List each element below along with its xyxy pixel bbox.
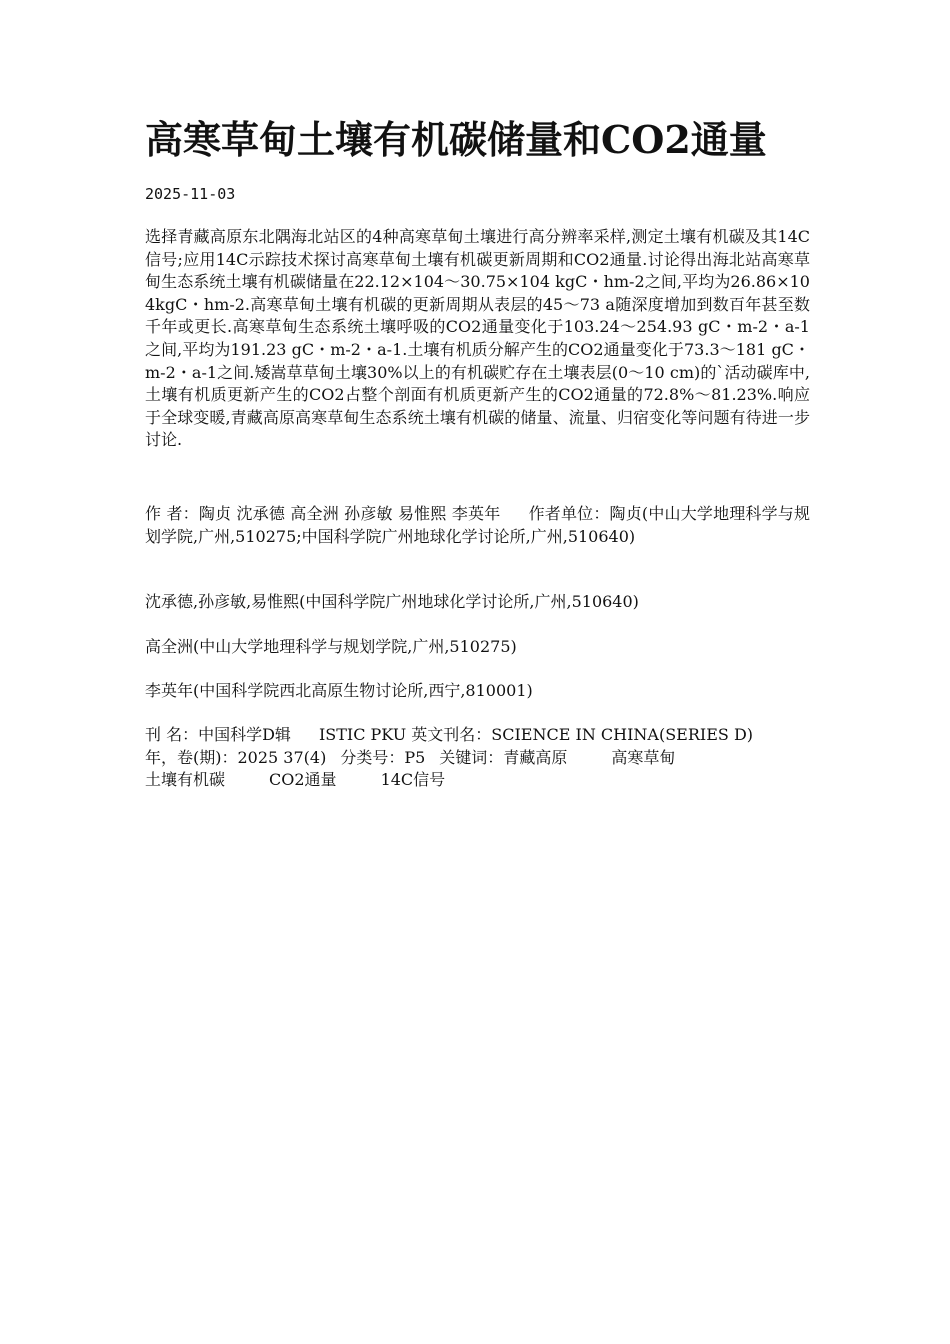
affiliation-item: 高全洲(中山大学地理科学与规划学院,广州,510275)	[145, 637, 517, 656]
keyword: 土壤有机碳	[145, 770, 226, 790]
author-names: 陶贞 沈承德 高全洲 孙彦敏 易惟熙 李英年	[198, 504, 501, 523]
document-title: 高寒草甸土壤有机碳储量和CO2通量	[145, 117, 767, 162]
journal-label: 刊 名：	[145, 725, 199, 744]
year-volume-value: 2025 37(4)	[237, 747, 327, 767]
english-journal-label: 英文刊名：	[411, 725, 492, 744]
keywords-label: 关键词：	[439, 747, 504, 767]
abstract-paragraph: 选择青藏高原东北隅海北站区的4种高寒草甸土壤进行高分辨率采样,测定土壤有机碳及其14C信号;应用14C示踪技术探讨高寒草甸土壤有机碳更新周期和CO2通量.讨论得出海北站高寒草甸生态系统土壤有机碳储量在22.12×104～30.75×104 kgC・hm-2之间,平均为26.86×104kgC・hm-2.高寒草甸土壤有机碳的更新周期从表层的45～73 a随深度增加到数百年甚至数千年或更长.高寒草甸生态系统土壤呼吸的CO2通量变化于103.24～254.93 gC・m-2・a-1之间,平均为191.23 gC・m-2・a-1.土壤有机质分解产生的CO2通量变化于73.3～181 gC・m-2・a-1之间.矮嵩草草甸土壤30%以上的有机碳贮存在土壤表层(0～10 cm)的`活动碳库中,土壤有机质更新产生的CO2占整个剖面有机质更新产生的CO2通量的72.8%～81.23%.响应于全球变暖,青藏高原高寒草甸生态系统土壤有机碳的储量、流量、归宿变化等问题有待进一步讨论.	[145, 227, 810, 450]
classification-value: P5	[404, 747, 426, 767]
classification-label: 分类号：	[340, 747, 405, 767]
publish-date: 2025-11-03	[145, 185, 236, 203]
affiliation-item: 沈承德,孙彦敏,易惟熙(中国科学院广州地球化学讨论所,广州,510640)	[145, 592, 639, 611]
english-journal-name: SCIENCE IN CHINA(SERIES D)	[491, 725, 754, 744]
journal-name: 中国科学D辑	[198, 725, 291, 744]
journal-info	[145, 724, 810, 792]
keyword: CO2通量	[269, 770, 337, 790]
journal-index: ISTIC PKU	[318, 725, 407, 744]
affiliation-item: 李英年(中国科学院西北高原生物讨论所,西宁,810001)	[145, 681, 533, 700]
year-volume-label: 年，卷(期)：	[145, 747, 238, 767]
keyword: 青藏高原	[503, 747, 568, 767]
affiliation-first: 陶贞(中山大学地理科学与规划学院,广州,510275;中国科学院广州地球化学讨论所,广州,510640)	[145, 504, 810, 546]
keyword: 高寒草甸	[611, 747, 676, 767]
authors-label: 作 者：	[145, 504, 199, 523]
affiliation-label: 作者单位：	[528, 504, 610, 523]
keyword: 14C信号	[380, 770, 446, 790]
authors-line	[145, 503, 810, 548]
